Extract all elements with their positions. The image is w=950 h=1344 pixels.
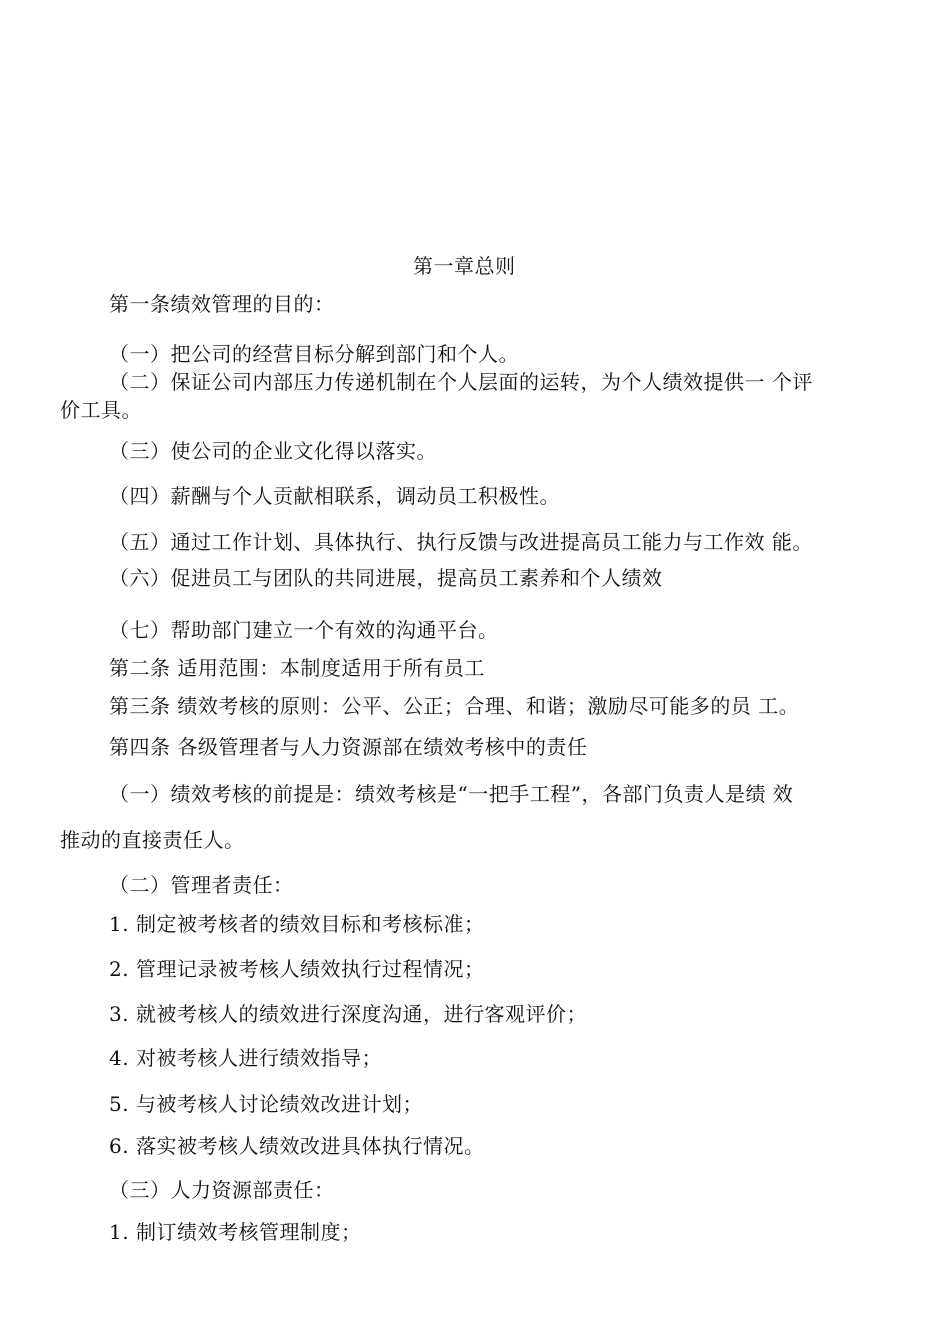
purpose-item-1: （一）把公司的经营目标分解到部门和个人。: [109, 342, 519, 366]
hr-duty-1: 1. 制订绩效考核管理制度；: [109, 1220, 362, 1244]
manager-duty-5: 5. 与被考核人讨论绩效改进计划；: [109, 1092, 423, 1116]
article-2: 第二条 适用范围：本制度适用于所有员工: [109, 656, 485, 680]
manager-duty-2: 2. 管理记录被考核人绩效执行过程情况；: [109, 957, 485, 981]
purpose-item-3: （三）使公司的企业文化得以落实。: [109, 439, 437, 463]
purpose-item-2-continued: 价工具。: [60, 398, 142, 422]
article-3: 第三条 绩效考核的原则：公平、公正；合理、和谐；激励尽可能多的员 工。: [109, 694, 800, 718]
chapter-title: 第一章总则: [413, 254, 516, 278]
responsibility-premise: （一）绩效考核的前提是：绩效考核是“一把手工程”，各部门负责人是绩 效: [109, 782, 794, 806]
manager-responsibility-heading: （二）管理者责任：: [109, 873, 294, 897]
manager-duty-3: 3. 就被考核人的绩效进行深度沟通，进行客观评价；: [109, 1002, 587, 1026]
manager-duty-6: 6. 落实被考核人绩效改进具体执行情况。: [109, 1134, 485, 1158]
purpose-item-7: （七）帮助部门建立一个有效的沟通平台。: [109, 618, 499, 642]
manager-duty-4: 4. 对被考核人进行绩效指导；: [109, 1046, 382, 1070]
purpose-item-6: （六）促进员工与团队的共同进展，提高员工素养和个人绩效: [109, 566, 663, 590]
purpose-item-5: （五）通过工作计划、具体执行、执行反馈与改进提高员工能力与工作效 能。: [109, 530, 813, 554]
manager-duty-1: 1. 制定被考核者的绩效目标和考核标准；: [109, 912, 485, 936]
article-1-heading: 第一条绩效管理的目的：: [109, 292, 335, 316]
purpose-item-2: （二）保证公司内部压力传递机制在个人层面的运转，为个人绩效提供一 个评: [109, 370, 813, 394]
purpose-item-4: （四）薪酬与个人贡献相联系，调动员工积极性。: [109, 484, 560, 508]
article-4-heading: 第四条 各级管理者与人力资源部在绩效考核中的责任: [109, 735, 588, 759]
responsibility-premise-continued: 推动的直接责任人。: [60, 828, 245, 852]
hr-responsibility-heading: （三）人力资源部责任：: [109, 1178, 335, 1202]
